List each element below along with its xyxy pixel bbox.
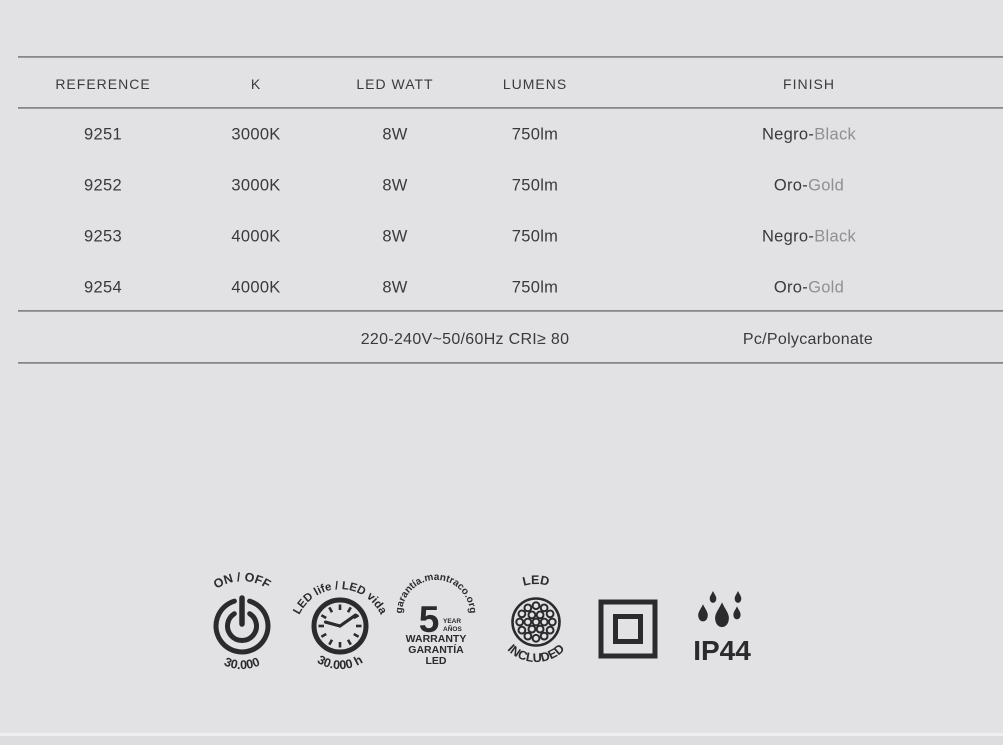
- svg-text:ON / OFF: [211, 570, 273, 592]
- header-bottom-rule: [18, 107, 1003, 109]
- warranty-line2: GARANTÍA: [408, 644, 464, 656]
- finish-name-en: Black: [814, 227, 857, 246]
- column-header-finish: FINISH: [783, 76, 835, 92]
- footer-bottom-rule: [18, 362, 1003, 364]
- row3-led-watt-cell: 8W: [382, 227, 408, 246]
- row4-k-cell: 4000K: [231, 278, 281, 297]
- warranty-year-label: YEAR: [443, 618, 462, 625]
- led-included-bottom-label: INCLUDED: [504, 641, 568, 666]
- led-included-top-label: LED: [521, 572, 551, 589]
- water-drops-glyph: [698, 591, 741, 627]
- table-top-rule: [18, 56, 1003, 58]
- material-text: Pc/Polycarbonate: [742, 331, 874, 348]
- warranty-line1: WARRANTY: [405, 633, 467, 645]
- column-header-reference: REFERENCE: [55, 76, 151, 92]
- finish-name-es: Oro-: [773, 278, 809, 297]
- on-off-label: ON / OFF: [211, 570, 274, 592]
- svg-text:30.000 h: [315, 653, 365, 673]
- led-life-hours-label: 30.000 h: [315, 652, 365, 673]
- page-bottom-band: [0, 736, 1003, 745]
- finish-name-es: Negro-: [761, 125, 815, 144]
- row4-lumens-cell: 750lm: [511, 278, 559, 297]
- row3-reference-cell: 9253: [84, 227, 122, 246]
- finish-name-en: Gold: [808, 176, 845, 195]
- ip44-label: IP44: [693, 635, 751, 666]
- warranty-anos-label: AÑOS: [443, 626, 462, 633]
- row4-reference-cell: 9254: [84, 278, 122, 297]
- row3-finish-cell: [762, 228, 856, 247]
- column-header-k: K: [250, 76, 262, 92]
- warranty-5year-icon: [381, 562, 491, 682]
- row2-k-cell: 3000K: [231, 176, 281, 195]
- column-header-led-watt: LED WATT: [356, 76, 434, 92]
- led-life-clock-icon: [285, 562, 395, 682]
- warranty-url-label: garantía.mantraco.org: [393, 571, 479, 614]
- row3-lumens-cell: 750lm: [511, 227, 559, 246]
- column-header-lumens: LUMENS: [502, 76, 568, 92]
- row2-finish-cell: [774, 177, 844, 196]
- warranty-line3: LED: [425, 655, 447, 667]
- row2-lumens-cell: 750lm: [511, 176, 559, 195]
- led-life-label: LED life / LED vida: [291, 580, 389, 617]
- electrical-spec-text: 220-240V~50/60Hz CRI≥ 80: [360, 331, 570, 348]
- row1-reference-cell: 9251: [84, 125, 122, 144]
- row4-led-watt-cell: 8W: [382, 278, 408, 297]
- warranty-years-number: 5: [418, 599, 440, 640]
- row2-reference-cell: 9252: [84, 176, 122, 195]
- on-off-cycles-label: 30.000: [222, 654, 262, 673]
- row1-led-watt-cell: 8W: [382, 125, 408, 144]
- power-on-off-icon: [187, 562, 297, 682]
- finish-name-es: Negro-: [761, 227, 815, 246]
- row1-k-cell: 3000K: [231, 125, 281, 144]
- row4-finish-cell: [774, 279, 844, 298]
- finish-name-en: Black: [814, 125, 857, 144]
- finish-name-es: Oro-: [773, 176, 809, 195]
- row1-finish-cell: [762, 126, 856, 145]
- svg-text:30.000: [222, 655, 261, 672]
- svg-text:LED: [521, 573, 551, 589]
- ip44-rating-icon: [666, 562, 776, 682]
- rows-bottom-rule: [18, 310, 1003, 312]
- finish-name-en: Gold: [808, 278, 845, 297]
- row2-led-watt-cell: 8W: [382, 176, 408, 195]
- row3-k-cell: 4000K: [231, 227, 281, 246]
- row1-lumens-cell: 750lm: [511, 125, 559, 144]
